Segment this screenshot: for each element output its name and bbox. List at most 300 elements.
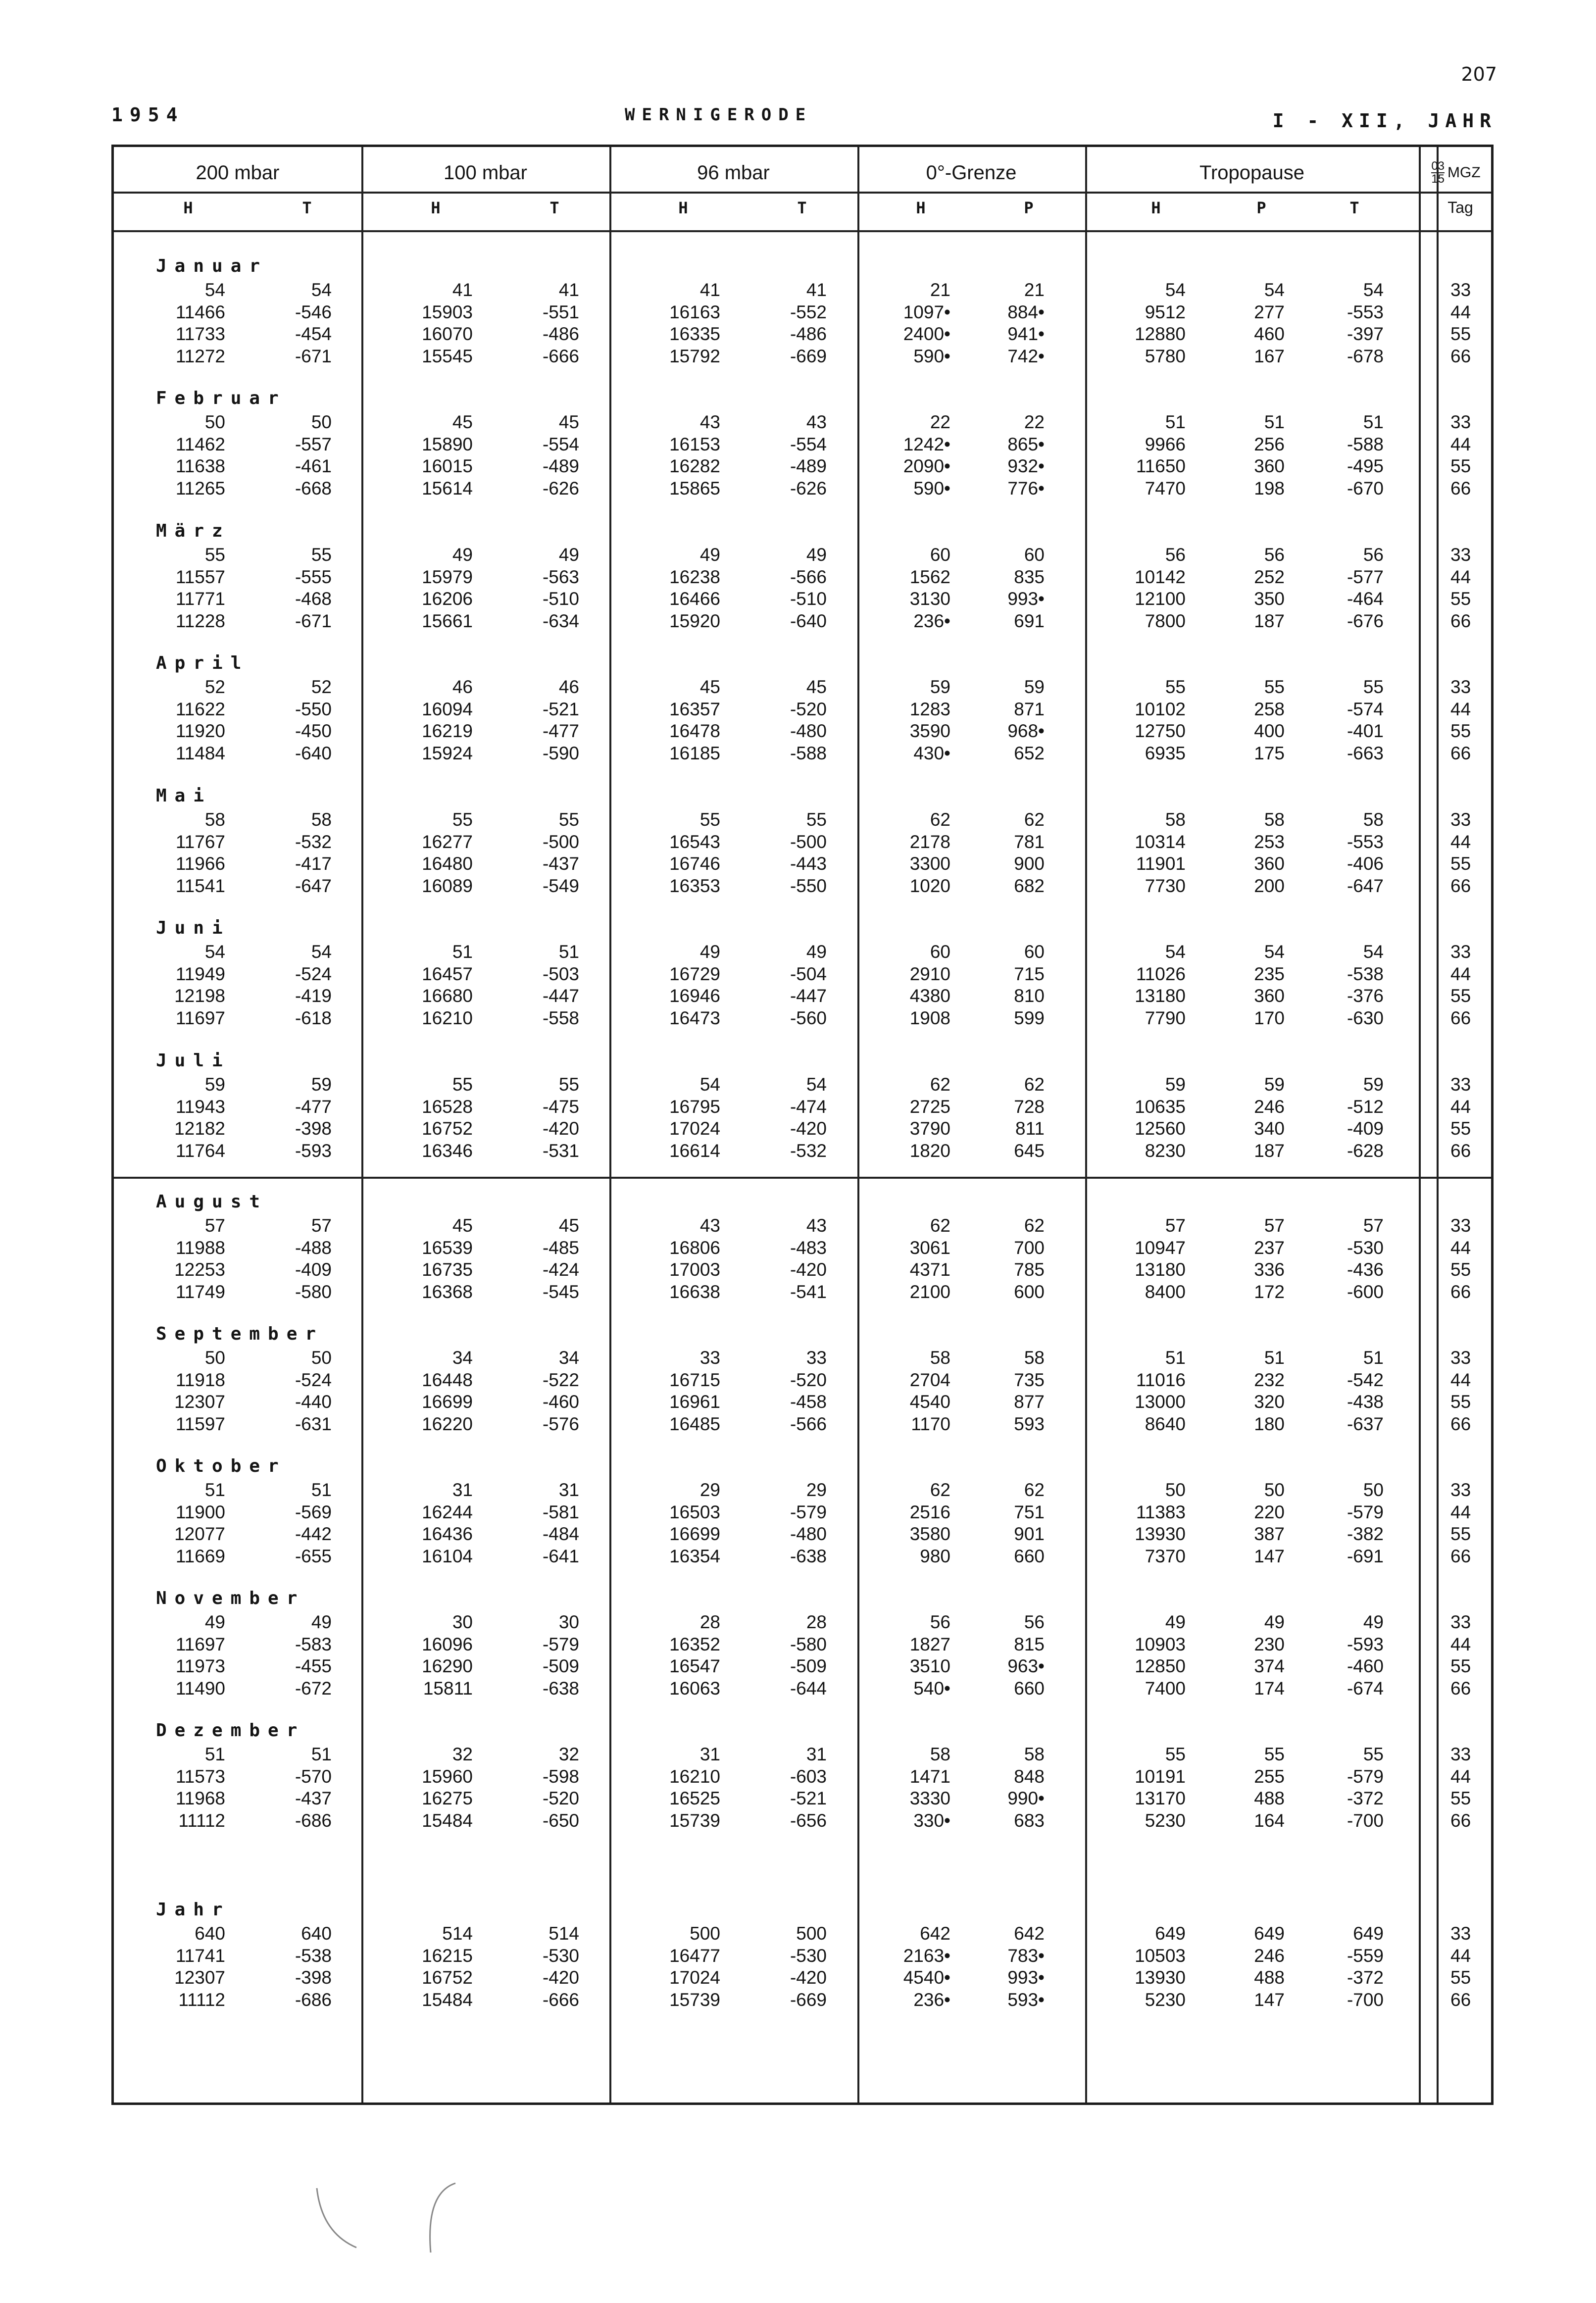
table-cell: 11741 — [175, 1945, 225, 1966]
table-cell: 11466 — [175, 301, 225, 322]
table-cell: 993• — [1007, 589, 1045, 609]
table-cell: 7800 — [1145, 610, 1186, 631]
table-cell: 16290 — [422, 1656, 473, 1676]
table-cell: 16503 — [669, 1502, 720, 1522]
table-cell: 1097• — [903, 301, 950, 322]
table-cell: 2178 — [909, 831, 950, 852]
table-cell: 15890 — [422, 434, 473, 454]
table-cell: 49 — [699, 942, 720, 962]
table-cell: -460 — [1347, 1656, 1384, 1676]
tag-cell: 44 — [1450, 1766, 1471, 1787]
table-cell: 810 — [1014, 986, 1045, 1006]
divider-zero-tropo — [1085, 147, 1087, 2103]
table-cell: 10314 — [1135, 831, 1186, 852]
table-cell: 11541 — [175, 875, 225, 896]
tag-cell: 44 — [1450, 301, 1471, 322]
table-cell: 237 — [1254, 1237, 1285, 1258]
table-cell: 11557 — [175, 566, 225, 587]
table-cell: -437 — [295, 1788, 332, 1808]
table-cell: 49 — [1264, 1612, 1285, 1632]
table-cell: 11764 — [175, 1140, 225, 1161]
table-cell: -672 — [295, 1678, 332, 1699]
table-cell: -552 — [790, 301, 827, 322]
table-cell: -574 — [1347, 699, 1384, 719]
table-cell: 59 — [204, 1074, 225, 1095]
table-cell: 16485 — [669, 1413, 720, 1434]
table-cell: 540• — [913, 1678, 950, 1699]
table-cell: -424 — [542, 1259, 579, 1280]
table-cell: 54 — [1363, 280, 1384, 300]
table-cell: 57 — [1264, 1215, 1285, 1236]
half-year-rule — [114, 1177, 1491, 1179]
table-cell: 31 — [699, 1744, 720, 1764]
table-cell: 932• — [1007, 456, 1045, 476]
table-cell: 235 — [1254, 963, 1285, 984]
table-cell: 15960 — [422, 1766, 473, 1787]
table-cell: 57 — [1363, 1215, 1384, 1236]
table-cell: -372 — [1347, 1788, 1384, 1808]
table-cell: 41 — [452, 280, 473, 300]
table-cell: 16352 — [669, 1634, 720, 1654]
month-label: Juli — [156, 1051, 231, 1071]
table-cell: -447 — [542, 986, 579, 1006]
table-cell: 45 — [452, 412, 473, 432]
table-cell: -666 — [542, 346, 579, 366]
table-cell: 56 — [1024, 1612, 1045, 1632]
table-cell: -628 — [1347, 1140, 1384, 1161]
table-cell: 10635 — [1135, 1096, 1186, 1117]
tag-cell: 33 — [1450, 280, 1471, 300]
table-cell: 175 — [1254, 743, 1285, 763]
table-cell: 590• — [913, 346, 950, 366]
table-cell: 642 — [1014, 1923, 1045, 1944]
table-cell: -579 — [1347, 1502, 1384, 1522]
table-cell: 400 — [1254, 721, 1285, 741]
table-cell: 2163• — [903, 1945, 950, 1966]
table-cell: 11484 — [175, 743, 225, 763]
table-cell: 236• — [913, 1989, 950, 2010]
table-cell: 49 — [1363, 1612, 1384, 1632]
table-cell: 8230 — [1145, 1140, 1186, 1161]
month-label: Dezember — [156, 1720, 305, 1741]
table-cell: 50 — [1165, 1480, 1186, 1500]
table-cell: 59 — [1264, 1074, 1285, 1095]
table-cell: 11968 — [175, 1788, 225, 1808]
table-cell: 700 — [1014, 1237, 1045, 1258]
tag-cell: 66 — [1450, 1678, 1471, 1699]
page-number: 207 — [1461, 63, 1497, 85]
table-cell: 174 — [1254, 1678, 1285, 1699]
table-cell: 55 — [1165, 677, 1186, 697]
table-cell: -541 — [790, 1281, 827, 1302]
table-cell: 1820 — [909, 1140, 950, 1161]
table-cell: 900 — [1014, 853, 1045, 874]
table-cell: 255 — [1254, 1766, 1285, 1787]
year-label: 1954 — [111, 104, 185, 126]
table-cell: 16525 — [669, 1788, 720, 1808]
month-label: Februar — [156, 388, 287, 408]
tag-cell: 33 — [1450, 545, 1471, 565]
table-cell: 54 — [1264, 942, 1285, 962]
table-cell: 16015 — [422, 456, 473, 476]
table-cell: 16163 — [669, 301, 720, 322]
subheader-h-zero: H — [916, 199, 926, 217]
table-cell: 9512 — [1145, 301, 1186, 322]
tag-cell: 44 — [1450, 1369, 1471, 1390]
table-cell: 15545 — [422, 346, 473, 366]
table-cell: 15484 — [422, 1810, 473, 1831]
table-cell: 871 — [1014, 699, 1045, 719]
table-cell: 12100 — [1135, 589, 1186, 609]
table-cell: 41 — [806, 280, 827, 300]
table-cell: 16543 — [669, 831, 720, 852]
table-cell: 815 — [1014, 1634, 1045, 1654]
table-cell: 49 — [1165, 1612, 1186, 1632]
tag-cell: 66 — [1450, 1989, 1471, 2010]
table-cell: 62 — [1024, 1480, 1045, 1500]
table-cell: -638 — [790, 1546, 827, 1566]
tag-cell: 44 — [1450, 963, 1471, 984]
table-cell: 12077 — [174, 1524, 225, 1544]
table-cell: 16096 — [422, 1634, 473, 1654]
table-cell: 277 — [1254, 301, 1285, 322]
subheader-t-tropo: T — [1349, 199, 1359, 217]
month-label: Mai — [156, 786, 212, 806]
table-cell: -588 — [790, 743, 827, 763]
table-cell: 34 — [558, 1348, 579, 1368]
table-cell: 43 — [699, 1215, 720, 1236]
table-cell: -440 — [295, 1392, 332, 1412]
month-label: April — [156, 653, 249, 673]
tag-cell: 66 — [1450, 1281, 1471, 1302]
table-cell: -447 — [790, 986, 827, 1006]
table-cell: 49 — [311, 1612, 332, 1632]
tag-cell: 33 — [1450, 1215, 1471, 1236]
table-cell: -504 — [790, 963, 827, 984]
table-cell: 253 — [1254, 831, 1285, 852]
table-cell: -550 — [790, 875, 827, 896]
table-cell: 2910 — [909, 963, 950, 984]
table-cell: 1827 — [909, 1634, 950, 1654]
table-cell: 62 — [930, 1215, 950, 1236]
table-cell: 16215 — [422, 1945, 473, 1966]
table-cell: 62 — [930, 809, 950, 830]
table-cell: -590 — [542, 743, 579, 763]
table-cell: -503 — [542, 963, 579, 984]
table-cell: 336 — [1254, 1259, 1285, 1280]
table-cell: 430• — [913, 743, 950, 763]
table-cell: 15484 — [422, 1989, 473, 2010]
table-cell: 15739 — [669, 1989, 720, 2010]
tag-cell: 44 — [1450, 566, 1471, 587]
table-cell: 715 — [1014, 963, 1045, 984]
month-label: Juni — [156, 918, 231, 938]
table-cell: 55 — [311, 545, 332, 565]
month-label: Oktober — [156, 1456, 287, 1476]
table-cell: 55 — [1264, 677, 1285, 697]
table-cell: 1562 — [909, 566, 950, 587]
table-cell: 642 — [920, 1923, 950, 1944]
table-cell: -406 — [1347, 853, 1384, 874]
table-cell: 3790 — [909, 1118, 950, 1139]
table-cell: -532 — [790, 1140, 827, 1161]
table-cell: 57 — [204, 1215, 225, 1236]
table-cell: 16699 — [669, 1524, 720, 1544]
tag-cell: 66 — [1450, 1810, 1471, 1831]
table-cell: -676 — [1347, 610, 1384, 631]
tag-cell: 66 — [1450, 1413, 1471, 1434]
table-cell: 15739 — [669, 1810, 720, 1831]
table-cell: 12307 — [174, 1392, 225, 1412]
table-cell: 172 — [1254, 1281, 1285, 1302]
table-cell: 41 — [699, 280, 720, 300]
table-cell: 29 — [806, 1480, 827, 1500]
table-cell: 16448 — [422, 1369, 473, 1390]
table-cell: 22 — [930, 412, 950, 432]
table-cell: 13170 — [1135, 1788, 1186, 1808]
table-cell: 691 — [1014, 610, 1045, 631]
table-cell: 16220 — [422, 1413, 473, 1434]
table-cell: 54 — [311, 280, 332, 300]
table-cell: 4540• — [903, 1967, 950, 1988]
table-cell: 11943 — [175, 1096, 225, 1117]
table-cell: 49 — [204, 1612, 225, 1632]
mgz-top: 03 — [1431, 159, 1445, 173]
table-cell: 56 — [1165, 545, 1186, 565]
month-label: Januar — [156, 256, 268, 276]
table-cell: -668 — [295, 478, 332, 499]
table-cell: -460 — [542, 1392, 579, 1412]
table-cell: -520 — [790, 1369, 827, 1390]
table-cell: 728 — [1014, 1096, 1045, 1117]
tag-cell: 55 — [1450, 986, 1471, 1006]
table-cell: -640 — [790, 610, 827, 631]
table-cell: 11973 — [175, 1656, 225, 1676]
table-cell: 246 — [1254, 1096, 1285, 1117]
table-cell: 11650 — [1136, 456, 1186, 476]
table-cell: -580 — [295, 1281, 332, 1302]
table-cell: -647 — [1347, 875, 1384, 896]
table-cell: 46 — [558, 677, 579, 697]
table-cell: 16480 — [422, 853, 473, 874]
table-cell: 58 — [204, 809, 225, 830]
table-cell: -631 — [295, 1413, 332, 1434]
table-cell: 15614 — [422, 478, 473, 499]
table-cell: 783• — [1007, 1945, 1045, 1966]
table-cell: 11597 — [175, 1413, 225, 1434]
table-cell: -454 — [295, 324, 332, 344]
table-cell: -524 — [295, 1369, 332, 1390]
table-cell: 45 — [558, 1215, 579, 1236]
table-cell: -671 — [295, 610, 332, 631]
table-cell: -442 — [295, 1524, 332, 1544]
tag-cell: 44 — [1450, 1502, 1471, 1522]
table-cell: 13180 — [1135, 1259, 1186, 1280]
table-cell: 599 — [1014, 1007, 1045, 1028]
table-cell: 649 — [1254, 1923, 1285, 1944]
table-cell: 246 — [1254, 1945, 1285, 1966]
table-cell: 8640 — [1145, 1413, 1186, 1434]
table-cell: 1283 — [909, 699, 950, 719]
table-cell: 11901 — [1136, 853, 1186, 874]
table-cell: 11669 — [175, 1546, 225, 1566]
table-cell: 751 — [1014, 1502, 1045, 1522]
table-cell: -638 — [542, 1678, 579, 1699]
table-cell: 32 — [452, 1744, 473, 1764]
table-cell: 10903 — [1135, 1634, 1186, 1654]
table-cell: -669 — [790, 1989, 827, 2010]
table-cell: 11228 — [175, 610, 225, 631]
table-cell: 34 — [452, 1348, 473, 1368]
table-cell: 58 — [1363, 809, 1384, 830]
table-cell: -489 — [542, 456, 579, 476]
group-200mbar: 200 mbar — [196, 161, 280, 184]
table-cell: 59 — [930, 677, 950, 697]
table-cell: 16335 — [669, 324, 720, 344]
table-cell: 488 — [1254, 1788, 1285, 1808]
tag-cell: 33 — [1450, 1480, 1471, 1500]
table-cell: 180 — [1254, 1413, 1285, 1434]
table-cell: -640 — [295, 743, 332, 763]
table-cell: 187 — [1254, 610, 1285, 631]
table-cell: 16729 — [669, 963, 720, 984]
table-cell: 16699 — [422, 1392, 473, 1412]
table-cell: 11638 — [175, 456, 225, 476]
table-cell: -510 — [542, 589, 579, 609]
table-cell: -486 — [790, 324, 827, 344]
table-cell: -483 — [790, 1237, 827, 1258]
table-cell: -530 — [542, 1945, 579, 1966]
tag-cell: 33 — [1450, 809, 1471, 830]
table-cell: -530 — [790, 1945, 827, 1966]
table-cell: -500 — [542, 831, 579, 852]
table-cell: 16353 — [669, 875, 720, 896]
tag-cell: 33 — [1450, 942, 1471, 962]
table-cell: 4380 — [909, 986, 950, 1006]
table-cell: 49 — [452, 545, 473, 565]
table-cell: -558 — [542, 1007, 579, 1028]
table-cell: -438 — [1347, 1392, 1384, 1412]
table-cell: 198 — [1254, 478, 1285, 499]
table-cell: 652 — [1014, 743, 1045, 763]
table-cell: 374 — [1254, 1656, 1285, 1676]
table-cell: 735 — [1014, 1369, 1045, 1390]
table-cell: 16238 — [669, 566, 720, 587]
table-cell: -520 — [790, 699, 827, 719]
table-cell: 51 — [204, 1744, 225, 1764]
table-cell: -524 — [295, 963, 332, 984]
tag-cell: 66 — [1450, 610, 1471, 631]
table-cell: -583 — [295, 1634, 332, 1654]
table-cell: 45 — [806, 677, 827, 697]
table-cell: 3510 — [909, 1656, 950, 1676]
table-cell: 59 — [1024, 677, 1045, 697]
table-cell: 16275 — [422, 1788, 473, 1808]
table-cell: -579 — [542, 1634, 579, 1654]
table-cell: 500 — [690, 1923, 720, 1944]
table-cell: 51 — [558, 942, 579, 962]
subheader-p-tropo: P — [1256, 199, 1266, 217]
table-cell: 17003 — [669, 1259, 720, 1280]
table-cell: -656 — [790, 1810, 827, 1831]
table-cell: 11771 — [175, 589, 225, 609]
table-cell: 43 — [806, 1215, 827, 1236]
table-cell: 15924 — [422, 743, 473, 763]
table-cell: 22 — [1024, 412, 1045, 432]
table-cell: 4371 — [909, 1259, 950, 1280]
table-cell: 59 — [1165, 1074, 1186, 1095]
tag-cell: 44 — [1450, 699, 1471, 719]
table-cell: -666 — [542, 1989, 579, 2010]
table-cell: 16104 — [422, 1546, 473, 1566]
table-cell: -549 — [542, 875, 579, 896]
table-cell: -588 — [1347, 434, 1384, 454]
table-cell: 15920 — [669, 610, 720, 631]
table-cell: 13180 — [1135, 986, 1186, 1006]
table-cell: 16244 — [422, 1502, 473, 1522]
subheader-t-100: T — [549, 199, 559, 217]
table-cell: 147 — [1254, 1989, 1285, 2010]
table-cell: 16210 — [669, 1766, 720, 1787]
table-cell: 360 — [1254, 456, 1285, 476]
table-cell: 11490 — [175, 1678, 225, 1699]
table-cell: 682 — [1014, 875, 1045, 896]
table-cell: -553 — [1347, 301, 1384, 322]
table-cell: 16094 — [422, 699, 473, 719]
mgz-header — [1419, 155, 1493, 191]
table-cell: -686 — [295, 1810, 332, 1831]
table-cell: 56 — [1264, 545, 1285, 565]
month-label: November — [156, 1588, 305, 1608]
table-cell: 884• — [1007, 301, 1045, 322]
table-cell: -486 — [542, 324, 579, 344]
table-cell: 54 — [204, 942, 225, 962]
table-cell: 2100 — [909, 1281, 950, 1302]
table-cell: 3580 — [909, 1524, 950, 1544]
divider-tropo-tag — [1419, 147, 1421, 2103]
table-cell: 54 — [699, 1074, 720, 1095]
table-cell: 11949 — [175, 963, 225, 984]
table-cell: 43 — [699, 412, 720, 432]
table-cell: 7730 — [1145, 875, 1186, 896]
table-cell: 49 — [806, 942, 827, 962]
table-cell: 811 — [1015, 1118, 1045, 1139]
table-cell: 350 — [1254, 589, 1285, 609]
table-cell: 62 — [1024, 809, 1045, 830]
divider-200-100 — [361, 147, 363, 2103]
table-cell: 58 — [930, 1744, 950, 1764]
divider-96-zero — [857, 147, 859, 2103]
table-cell: 49 — [558, 545, 579, 565]
table-cell: 15792 — [669, 346, 720, 366]
tag-cell: 33 — [1450, 1348, 1471, 1368]
tag-cell: 33 — [1450, 1923, 1471, 1944]
table-cell: 52 — [311, 677, 332, 697]
table-cell: -458 — [790, 1392, 827, 1412]
period-label: I - XII, JAHR — [1272, 110, 1497, 132]
table-cell: -538 — [295, 1945, 332, 1966]
table-cell: 15903 — [422, 301, 473, 322]
table-cell: 593 — [1014, 1413, 1045, 1434]
table-cell: 11272 — [175, 346, 225, 366]
table-cell: 11383 — [1136, 1502, 1186, 1522]
table-cell: 56 — [1363, 545, 1384, 565]
table-cell: 785 — [1014, 1259, 1045, 1280]
table-cell: -603 — [790, 1766, 827, 1787]
table-cell: 990• — [1007, 1788, 1045, 1808]
tag-cell: 66 — [1450, 1007, 1471, 1028]
table-cell: 54 — [1165, 280, 1186, 300]
